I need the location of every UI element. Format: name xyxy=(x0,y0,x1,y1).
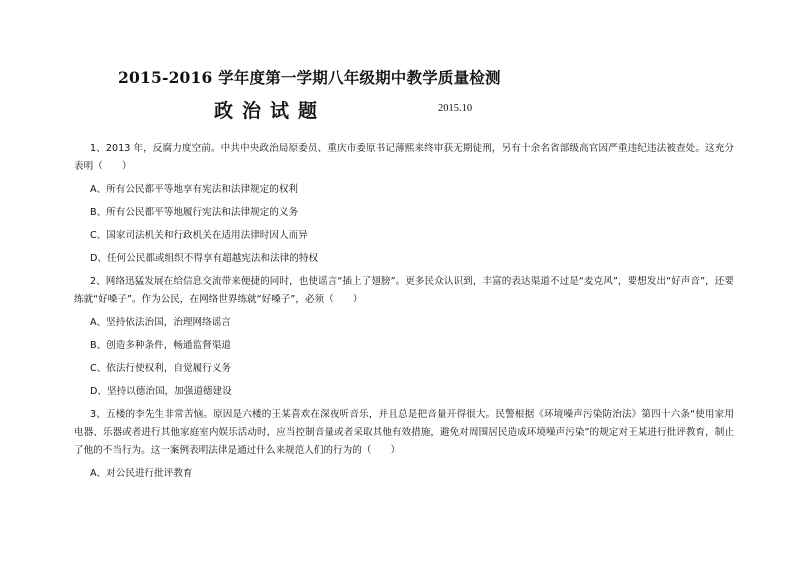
question-1-option-b: B、所有公民都平等地履行宪法和法律规定的义务 xyxy=(90,207,299,218)
question-1-option-d: D、任何公民都或组织不得享有超越宪法和法律的特权 xyxy=(90,253,319,264)
question-2-option-b: B、创造多种条件，畅通监督渠道 xyxy=(90,340,231,351)
exam-date: 2015.10 xyxy=(438,103,473,114)
question-list xyxy=(74,140,734,488)
question-2-option-c: C、依法行使权利，自觉履行义务 xyxy=(90,363,232,374)
question-1-option-a: A、所有公民都平等地享有宪法和法律规定的权利 xyxy=(90,184,299,195)
question-3-option-a: A、对公民进行批评教育 xyxy=(90,468,193,479)
question-3-stem: 3、五楼的李先生非常苦恼。原因是六楼的王某喜欢在深夜听音乐，并且总是把音量开得很大。民警根据《环境噪声污染防治法》第四十六条“使用家用电器、乐器或者进行其他家庭室内娱乐活动时，应当控制音量或者采取其他有效措施，避免对周围居民造成环境噪声污染”的规定对王某进行批评教育，制止了他的不当行为。这一案例表明法律是通过什么来规范人们的行为的（ ） xyxy=(74,409,734,456)
question-2-option-a: A、坚持依法治国，治理网络谣言 xyxy=(90,317,231,328)
question-2-stem: 2、网络迅猛发展在给信息交流带来便捷的同时，也使谣言“插上了翅膀”。更多民众认识到，丰富的表达渠道不过是“麦克风”，要想发出“好声音”，还要练就“好嗓子”。作为公民，在网络世界练就“好嗓子”，必须（ ） xyxy=(74,276,734,305)
question-1-option-c: C、国家司法机关和行政机关在适用法律时因人而异 xyxy=(90,230,308,241)
question-1-stem: 1、2013 年，反腐力度空前。中共中央政治局原委员、重庆市委原书记薄熙来终审获无期徒刑，另有十余名省部级高官因严重违纪违法被查处。这充分表明（ ） xyxy=(74,143,734,172)
subject-title: 政治试题 xyxy=(214,100,327,122)
exam-title: 2015-2016 学年度第一学期八年级期中教学质量检测 xyxy=(118,68,501,87)
question-2-option-d: D、坚持以德治国，加强道德建设 xyxy=(90,386,232,397)
